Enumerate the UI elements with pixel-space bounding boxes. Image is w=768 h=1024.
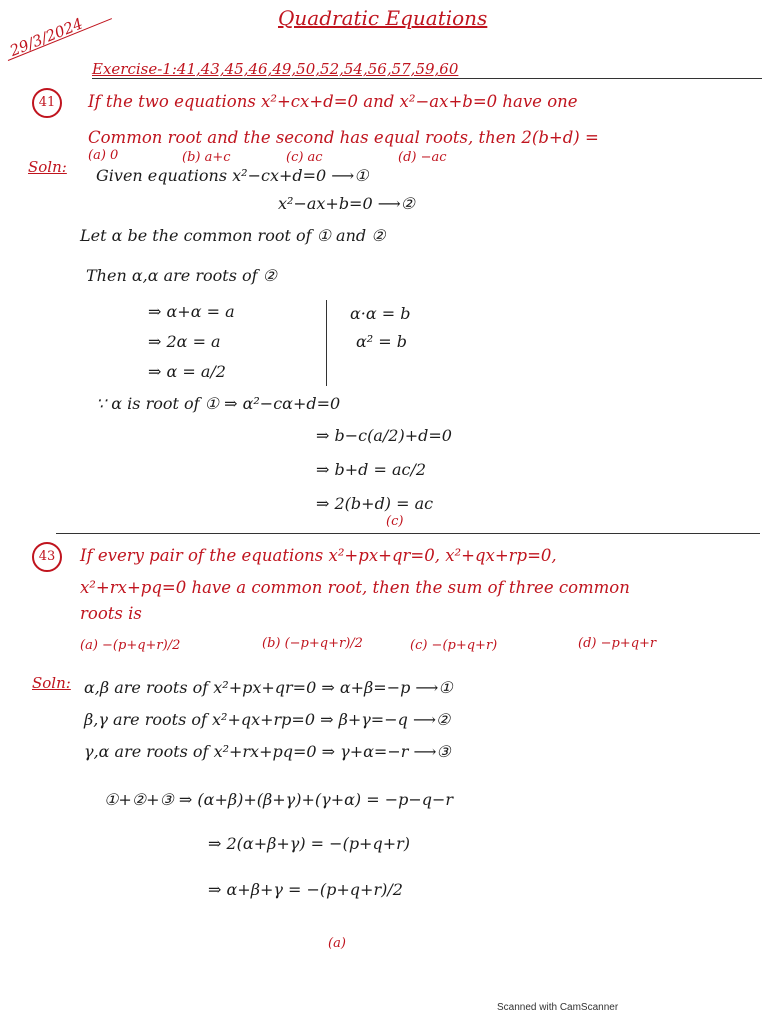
q41-step-3: ⇒ 2(b+d) = ac [316, 494, 434, 513]
q41-solution-label: Soln: [28, 158, 67, 176]
q43-row-3: γ,α are roots of x²+rx+pq=0 ⇒ γ+α=−r ⟶③ [84, 742, 451, 761]
question-41-number: 41 [32, 88, 62, 118]
q43-row-1: α,β are roots of x²+px+qr=0 ⇒ α+β=−p ⟶① [84, 678, 453, 697]
q41-given: Given equations x²−cx+d=0 ⟶① [96, 166, 369, 185]
q43-solution-label: Soln: [32, 674, 71, 692]
section-divider [56, 533, 760, 534]
q43-line3: roots is [80, 604, 142, 623]
q41-answer: (c) [386, 514, 404, 529]
q41-divider [326, 300, 327, 386]
q43-option-b: (b) (−p+q+r)/2 [262, 636, 363, 651]
header-rule [92, 78, 762, 79]
q41-option-a: (a) 0 [88, 148, 119, 163]
q43-option-a: (a) −(p+q+r)/2 [80, 638, 181, 653]
q41-option-c: (c) ac [286, 150, 323, 165]
q43-row-2: β,γ are roots of x²+qx+rp=0 ⇒ β+γ=−q ⟶② [84, 710, 451, 729]
q43-answer: (a) [328, 936, 346, 951]
q41-step-1: ⇒ b−c(a/2)+d=0 [316, 426, 452, 445]
exercise-list: Exercise-1:41,43,45,46,49,50,52,54,56,57,59,60 [92, 60, 459, 78]
q43-step-3: ⇒ α+β+γ = −(p+q+r)/2 [208, 880, 403, 899]
scanner-watermark: Scanned with CamScanner [497, 1002, 619, 1013]
q41-right-2: α² = b [356, 332, 408, 351]
q41-option-d: (d) −ac [398, 150, 447, 165]
q41-left-1: ⇒ α+α = a [148, 302, 235, 321]
q41-let: Let α be the common root of ① and ② [80, 226, 386, 245]
page-title: Quadratic Equations [278, 6, 488, 30]
q41-line1: If the two equations x²+cx+d=0 and x²−ax+b=0 have one [88, 92, 578, 111]
q41-right-1: α·α = b [350, 304, 411, 323]
q41-left-3: ⇒ α = a/2 [148, 362, 226, 381]
q43-step-2: ⇒ 2(α+β+γ) = −(p+q+r) [208, 834, 410, 853]
q41-eq2: x²−ax+b=0 ⟶② [278, 194, 416, 213]
q41-line2: Common root and the second has equal roots, then 2(b+d) = [88, 128, 599, 147]
q43-line2: x²+rx+pq=0 have a common root, then the sum of three common [80, 578, 630, 597]
question-43-number: 43 [32, 542, 62, 572]
q43-line1: If every pair of the equations x²+px+qr=0, x²+qx+rp=0, [80, 546, 557, 565]
q41-option-b: (b) a+c [182, 150, 231, 165]
q41-left-2: ⇒ 2α = a [148, 332, 221, 351]
q41-step-2: ⇒ b+d = ac/2 [316, 460, 427, 479]
q41-since: ∵ α is root of ① ⇒ α²−cα+d=0 [96, 394, 341, 413]
date-stamp: 29/3/2024 [7, 14, 86, 61]
q43-option-c: (c) −(p+q+r) [410, 638, 498, 653]
q41-then: Then α,α are roots of ② [86, 266, 277, 285]
q43-sum: ①+②+③ ⇒ (α+β)+(β+γ)+(γ+α) = −p−q−r [104, 790, 454, 809]
q43-option-d: (d) −p+q+r [578, 636, 657, 651]
